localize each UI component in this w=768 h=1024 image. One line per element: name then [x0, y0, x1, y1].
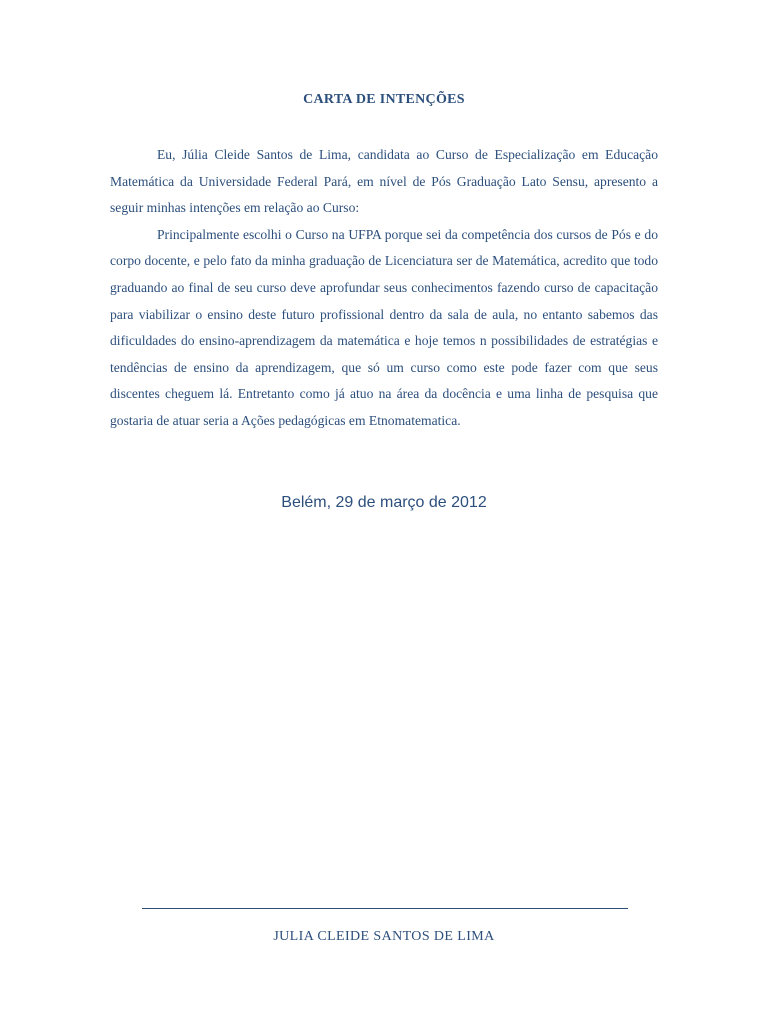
paragraph-reasons: Principalmente escolhi o Curso na UFPA porque sei da competência dos cursos de Pós e do corpo docente, e pelo fato da minha graduação de Licenciatura ser de Matemática, acredito que todo graduando ao final de seu curso deve aprofundar seus conhecimentos fazendo curso de capacitação para viabilizar o ensino deste futuro profissional dentro da sala de aula, no entanto sabemos das dificuldades do ensino-aprendizagem da matemática e hoje temos n possibilidades de estratégias e tendências de ensino da aprendizagem, que só um curso como este pode fazer com que seus discentes cheguem lá. Entretanto como já atuo na área da docência e uma linha de pesquisa que gostaria de atuar seria a Ações pedagógicas em Etnomatematica. — [110, 226, 658, 428]
signature-line — [142, 908, 628, 909]
document-title: CARTA DE INTENÇÕES — [303, 92, 465, 107]
signature-name: JULIA CLEIDE SANTOS DE LIMA — [273, 929, 495, 944]
letter-body — [110, 142, 658, 435]
letter-date: Belém, 29 de março de 2012 — [281, 494, 487, 511]
paragraph-intro: Eu, Júlia Cleide Santos de Lima, candidata ao Curso de Especialização em Educação Matemática da Universidade Federal Pará, em nível de Pós Graduação Lato Sensu, apresento a seguir minhas intenções em relação ao Curso: — [110, 147, 658, 216]
